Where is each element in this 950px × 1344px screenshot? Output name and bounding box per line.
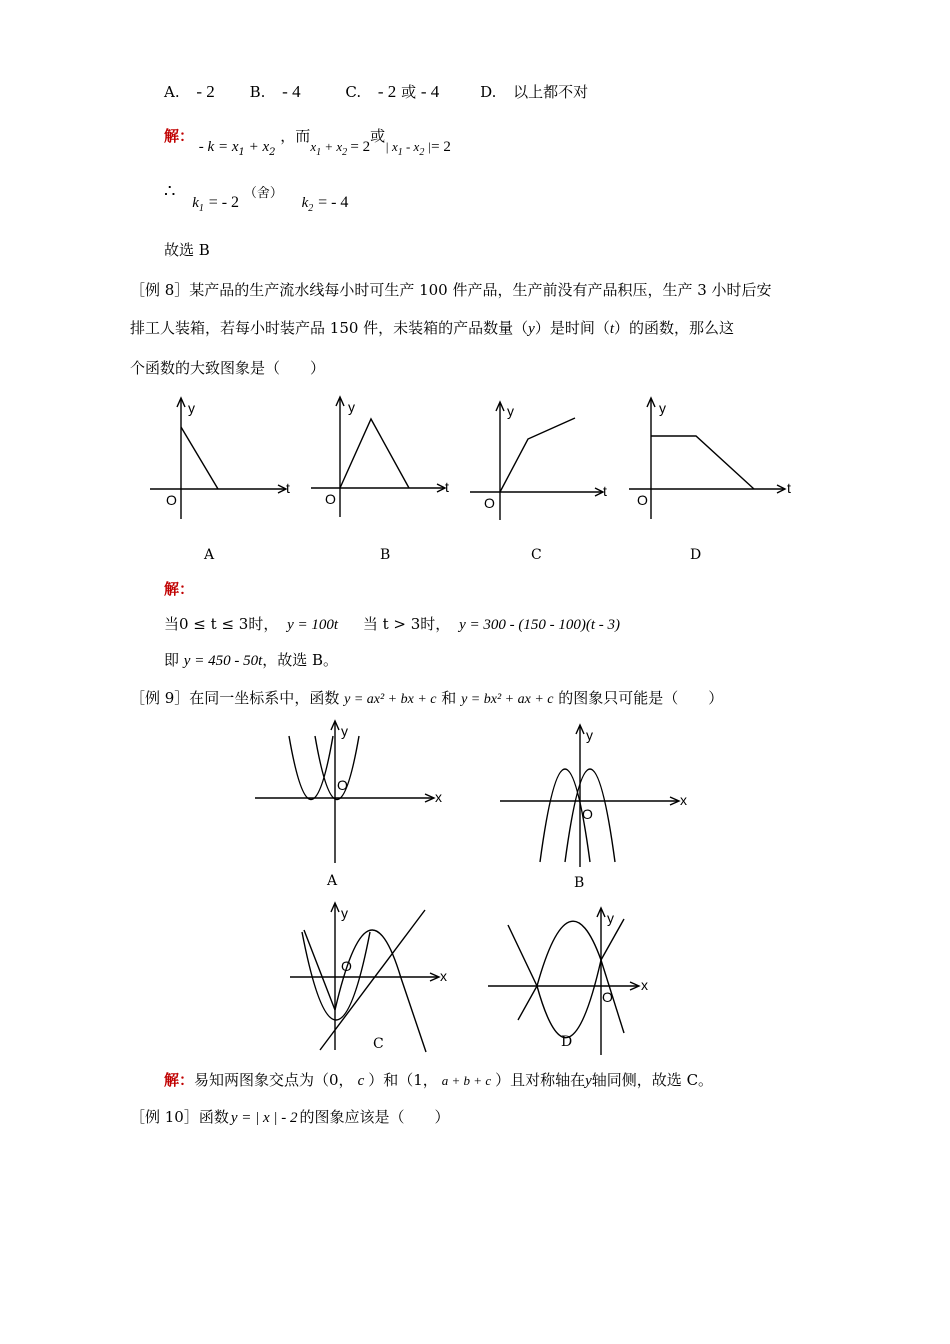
axis-y-label: y — [586, 727, 593, 743]
ex8-var-t: t — [609, 321, 615, 337]
ex8-caption-c: C — [531, 547, 542, 563]
axis-x-label: x — [680, 792, 687, 808]
ex9-func1: y = ax² + bx + c — [344, 692, 437, 707]
conclusion-q7: 故选 B — [164, 241, 210, 259]
example-8-line3: 个函数的大致图象是（ ） — [130, 359, 326, 377]
option-c-value1: - 2 — [377, 82, 397, 101]
ex8-text-b: ）是时间（ — [534, 319, 610, 337]
option-d-label: D. — [480, 83, 497, 101]
origin-label: O — [341, 958, 352, 974]
origin-label: O — [166, 492, 177, 508]
axis-t-label: t — [445, 479, 449, 495]
solution-q7-line2 — [164, 181, 349, 214]
solution-q7-line1 — [164, 126, 451, 158]
sol9-text-c: ）且对称轴在 — [495, 1071, 586, 1089]
axis-y-label: y — [507, 403, 514, 419]
sol8-ji: 即 — [164, 651, 180, 669]
axis-y-label: y — [607, 910, 614, 926]
k2-value: = - 4 — [318, 194, 349, 211]
ex9-func2: y = bx² + ax + c — [461, 692, 554, 707]
sol8-eq2: y = 300 - (150 - 100)(t - 3) — [459, 617, 620, 633]
ex8-graph-c — [470, 395, 615, 525]
axis-x-label: x — [440, 968, 447, 984]
ex9-caption-a: A — [327, 873, 338, 889]
k1-var: $k_1$ — [192, 195, 204, 214]
solution-lhs: - k = x — [198, 139, 239, 155]
ex9-text-b: 的图象只可能是（ ） — [558, 689, 724, 707]
reject-note: （舍） — [243, 186, 283, 201]
ex8-var-y: y — [528, 321, 535, 337]
solution-q8-line2 — [164, 650, 338, 671]
ex8-graph-b — [311, 395, 456, 525]
origin-label: O — [602, 989, 613, 1005]
solution-q9-label: 解： — [164, 1071, 195, 1089]
origin-label: O — [337, 777, 348, 793]
ex8-caption-d: D — [690, 547, 702, 563]
option-b-label: B. — [249, 83, 266, 101]
option-c-or: 或 — [401, 83, 417, 101]
origin-label: O — [325, 491, 336, 507]
subscript-1: 1 — [238, 147, 245, 158]
and-text: ，而 — [280, 127, 311, 145]
ex9-graph-a — [255, 718, 455, 868]
ex9-caption-c: C — [373, 1036, 384, 1052]
sol8-conclusion: ，故选 B。 — [262, 651, 339, 669]
option-b-value: - 4 — [282, 82, 301, 101]
origin-label: O — [637, 492, 648, 508]
sol9-text-a: 易知两图象交点为（0， — [194, 1071, 354, 1089]
sol9-text-d: 轴同侧，故选 C。 — [591, 1071, 714, 1089]
ex8-caption-a: A — [204, 547, 215, 563]
sol8-case1: 当0 ≤ t ≤ 3时， — [164, 615, 279, 633]
option-a-value: - 2 — [196, 82, 215, 101]
ex8-caption-b: B — [380, 547, 391, 563]
axis-y-label: y — [659, 400, 666, 416]
k1-value: = - 2 — [208, 194, 240, 211]
axis-t-label: t — [787, 480, 791, 496]
ex8-text-a: 排工人装箱，若每小时装产品 150 件，未装箱的产品数量（ — [130, 319, 529, 337]
or-text: 或 — [370, 127, 386, 145]
example-10-line — [130, 1107, 450, 1128]
ex9-graph-d — [488, 905, 658, 1060]
sol8-eq1: y = 100t — [287, 617, 339, 633]
ex10-text-a: ［例 10］函数 — [130, 1108, 229, 1126]
axis-y-label: y — [348, 399, 355, 415]
axis-y-label: y — [188, 400, 195, 416]
axis-x-label: x — [435, 789, 442, 805]
example-8-line1: ［例 8］某产品的生产流水线每小时可生产 100 件产品，生产前没有产品积压，生产 3 小时后安 — [130, 281, 772, 299]
solution-q9-line — [164, 1070, 713, 1091]
example-8-line2 — [130, 318, 734, 339]
ex9-graph-b — [500, 722, 700, 872]
ex8-graph-a — [150, 395, 295, 525]
ex8-graph-d — [629, 395, 791, 525]
sol9-c: c — [357, 1073, 365, 1089]
axis-y-label: y — [341, 723, 348, 739]
solution-q8-label: 解： — [164, 580, 195, 598]
solution-label: 解： — [164, 127, 195, 145]
option-a-label: A. — [164, 83, 180, 101]
ex9-text-a: ［例 9］在同一坐标系中，函数 — [130, 689, 340, 707]
diff-expr: | $x_1 - x_2$ | — [385, 139, 432, 158]
solution-q8-line1 — [164, 614, 620, 635]
diff-equals: = 2 — [431, 139, 451, 155]
axis-x-label: x — [641, 977, 648, 993]
subscript-2: 2 — [269, 147, 276, 158]
sol9-abc: a + b + c — [441, 1073, 492, 1088]
ex9-graph-c-curves — [290, 900, 460, 1055]
sol9-text-b: ）和（1， — [368, 1071, 438, 1089]
k2-var: $k_2$ — [301, 195, 314, 214]
ex9-caption-b: B — [574, 875, 585, 891]
axis-t-label: t — [286, 480, 290, 496]
sol9-yaxis: y — [585, 1073, 592, 1089]
example-9-line — [130, 688, 723, 710]
ex10-func: y = | x | - 2 — [230, 1110, 298, 1126]
ex10-text-b: 的图象应该是（ ） — [299, 1108, 450, 1126]
axis-t-label: t — [603, 483, 607, 499]
origin-label: O — [582, 806, 593, 822]
sol8-case2: 当 t > 3时， — [362, 615, 451, 633]
sol8-eq3: y = 450 - 50t — [183, 653, 263, 669]
therefore-symbol: ∴ — [164, 181, 176, 202]
options-row-q7 — [164, 82, 588, 102]
plus-x: + x — [244, 139, 270, 155]
sum-equals: = 2 — [350, 139, 371, 155]
ex9-caption-d: D — [561, 1034, 573, 1050]
option-c-value2: - 4 — [420, 82, 440, 101]
option-c-label: C. — [345, 83, 362, 101]
ex9-and: 和 — [441, 689, 457, 707]
sum-expr: $x_1 + x_2$ — [310, 139, 348, 158]
origin-label: O — [484, 495, 495, 511]
axis-y-label: y — [341, 905, 348, 921]
option-d-value: 以上都不对 — [513, 83, 589, 101]
ex8-text-c: ）的函数，那么这 — [614, 319, 735, 337]
